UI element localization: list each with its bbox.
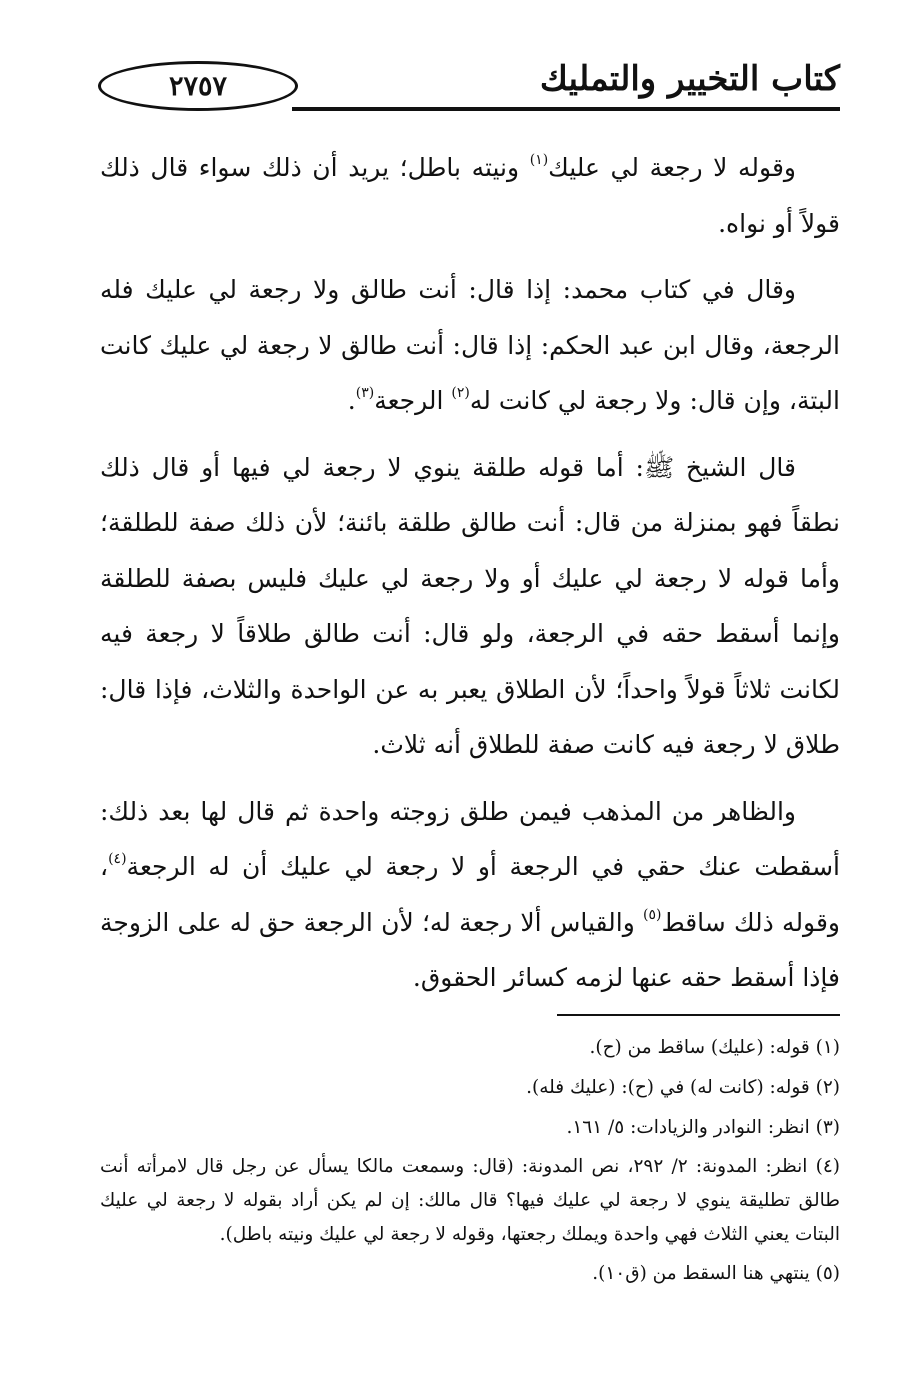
paragraph — [100, 440, 840, 773]
footnote: (٤) انظر: المدونة: ٢/ ٢٩٢، نص المدونة: (قال: وسمعت مالكا يسأل عن رجل قال لامرأته أنت طالق تطليقة ينوي لا رجعة لي عليك فيها؟ قال مالك: إن لم يكن أراد بقوله لا رجعة لي عليك البتات يعني الثلاث فهي واحدة ويملك رجعتها، وقوله لا رجعة لي عليك ونيته باطل). — [100, 1156, 840, 1245]
paragraph — [100, 262, 840, 429]
footnote-ref: (٥) — [643, 906, 662, 923]
page-header — [92, 55, 840, 117]
footnotes — [100, 1030, 840, 1296]
text-run: وقوله لا رجعة لي عليك — [548, 153, 796, 182]
footnote: (٢) قوله: (كانت له) في (ح): (عليك فله). — [526, 1077, 840, 1098]
text-run: الرجعة — [374, 386, 452, 415]
text-run: وقال في كتاب محمد: إذا قال: أنت طالق ولا رجعة لي عليك فله الرجعة، وقال ابن عبد الحكم: إذا قال: أنت طالق لا رجعة لي عليك كانت البتة، وإن قال: ولا رجعة لي كانت له — [100, 275, 840, 415]
footnote: (١) قوله: (عليك) ساقط من (ح). — [589, 1037, 840, 1058]
paragraph — [100, 140, 840, 251]
paragraph — [100, 784, 840, 1006]
text-run: ، وقوله ذلك ساقط — [100, 852, 840, 937]
footnote-ref: (٢) — [451, 385, 470, 401]
footnote-ref: (٣) — [355, 385, 375, 401]
footnote: (٣) انظر: النوادر والزيادات: ٥/ ١٦١. — [566, 1117, 840, 1138]
footnote-separator — [557, 1014, 840, 1016]
running-title: كتاب التخيير والتمليك — [539, 59, 840, 99]
header-rule — [292, 107, 840, 111]
text-run: والقياس ألا رجعة له؛ لأن الرجعة حق له على الزوجة فإذا أسقط حقه عنها لزمه كسائر الحقوق. — [100, 907, 840, 992]
text-run: . — [347, 386, 356, 415]
page-number: ٢٧٥٧ — [169, 70, 228, 102]
footnote-ref: (١) — [529, 152, 549, 168]
text-run: والظاهر من المذهب فيمن طلق زوجته واحدة ثم قال لها بعد ذلك: أسقطت عنك حقي في الرجعة أو لا رجعة لي عليك أن له الرجعة — [100, 796, 840, 881]
footnote-ref: (٤) — [108, 851, 127, 867]
text-run: قال الشيخ ﷺ: أما قوله طلقة ينوي لا رجعة لي فيها أو قال ذلك نطقاً فهو بمنزلة من قال: أنت طالق طلقة بائنة؛ لأن ذلك صفة للطلقة؛ وأما قوله لا رجعة لي عليك أو ولا رجعة لي عليك فليس بصفة للطلقة وإنما أسقط حقه في الرجعة، ولو قال: أنت طالق طلاقاً لا رجعة فيه لكانت ثلاثاً قولاً واحداً؛ لأن الطلاق يعبر به عن الواحدة والثلاث، فإذا قال: طلاق لا رجعة فيه كانت صفة للطلاق أنه ثلاث. — [100, 452, 840, 759]
main-text — [100, 140, 840, 1017]
text-run: ونيته باطل؛ يريد أن ذلك سواء قال ذلك قولاً أو نواه. — [100, 153, 840, 238]
page-number-badge — [98, 61, 298, 111]
footnote: (٥) ينتهي هنا السقط من (ق١٠). — [592, 1263, 840, 1284]
